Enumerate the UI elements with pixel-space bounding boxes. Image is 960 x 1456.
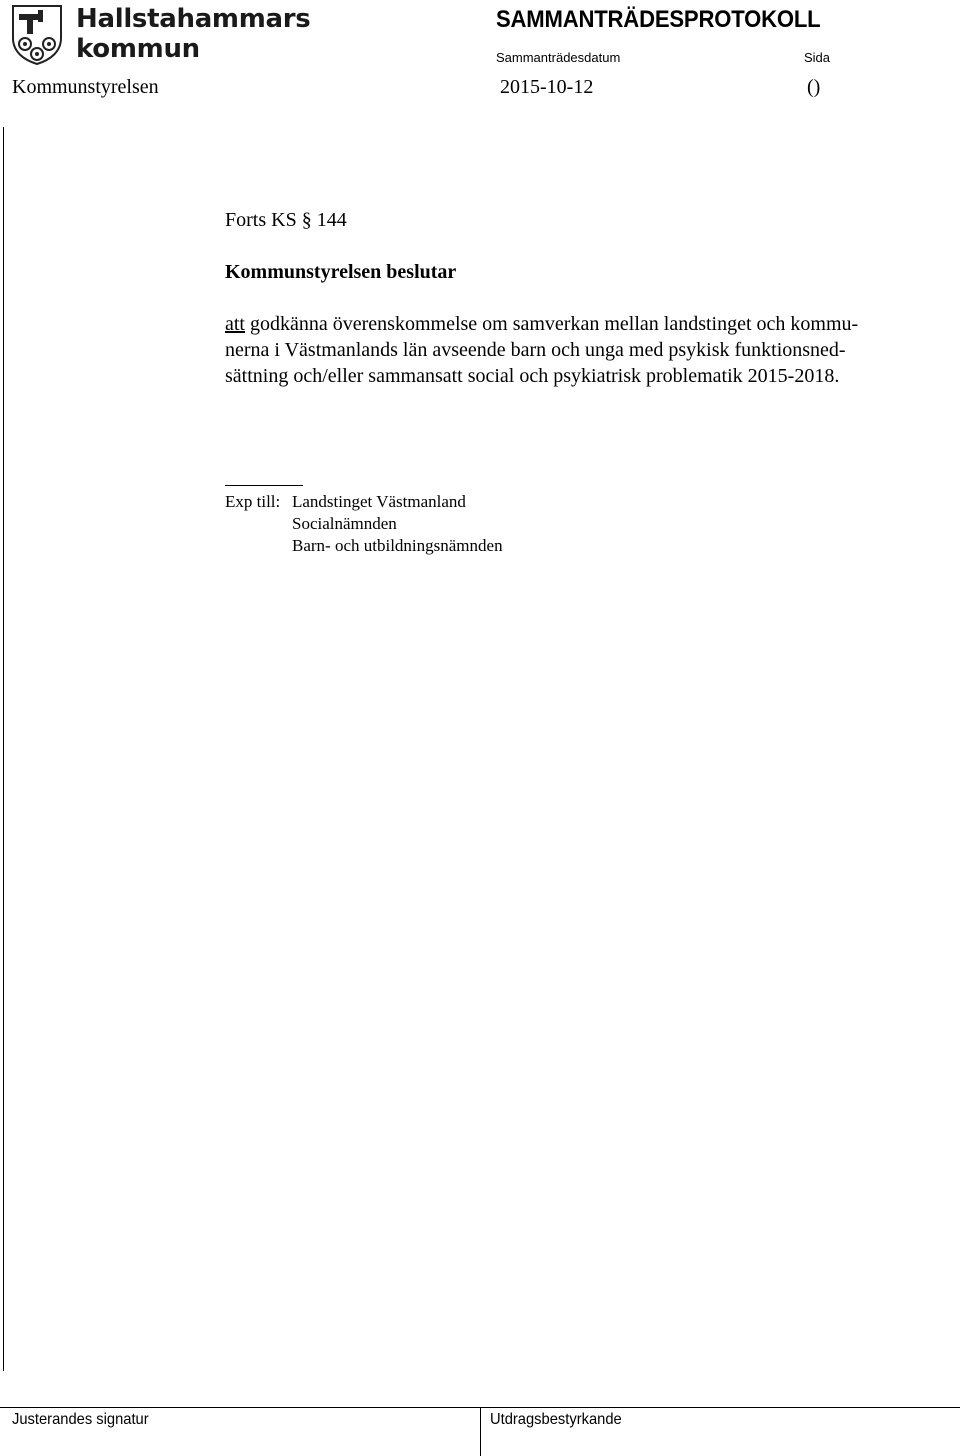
certification-label: Utdragsbestyrkande bbox=[490, 1411, 622, 1428]
separator-rule bbox=[225, 485, 303, 486]
meeting-date: 2015-10-12 bbox=[500, 76, 594, 98]
paragraph-line-1 bbox=[225, 311, 940, 337]
expedition-label: Exp till: bbox=[225, 492, 281, 511]
committee-name: Kommunstyrelsen bbox=[12, 76, 159, 98]
att-word: att bbox=[225, 313, 245, 335]
logo-line-1: Hallstahammars bbox=[76, 4, 311, 34]
logo-line-2: kommun bbox=[76, 34, 200, 64]
paragraph-line-1-rest: godkänna överenskommelse om samverkan mellan landstinget och kommu- bbox=[245, 313, 859, 335]
paragraph-line-2: nerna i Västmanlands län avseende barn och unga med psykisk funktionsned- bbox=[225, 339, 846, 361]
municipality-logo bbox=[10, 4, 311, 66]
footer-divider bbox=[480, 1407, 481, 1456]
recipient-1: Landstinget Västmanland bbox=[292, 492, 466, 511]
section-reference: Forts KS § 144 bbox=[225, 209, 347, 231]
page-number: () bbox=[807, 76, 821, 98]
decision-paragraph bbox=[225, 311, 940, 389]
signature-label: Justerandes signatur bbox=[12, 1411, 149, 1428]
recipient-3: Barn- och utbildningsnämnden bbox=[292, 536, 503, 555]
recipient-2: Socialnämnden bbox=[292, 514, 397, 533]
document-title: SAMMANTRÄDESPROTOKOLL bbox=[496, 6, 821, 33]
page-label: Sida bbox=[804, 50, 831, 65]
date-label: Sammanträdesdatum bbox=[496, 50, 621, 65]
decision-heading: Kommunstyrelsen beslutar bbox=[225, 261, 457, 283]
logo-wordmark bbox=[76, 4, 310, 64]
margin-rule bbox=[3, 127, 4, 1371]
coat-of-arms-icon bbox=[10, 4, 64, 66]
paragraph-line-3: sättning och/eller sammansatt social och psykiatrisk problematik 2015-2018. bbox=[225, 365, 840, 387]
